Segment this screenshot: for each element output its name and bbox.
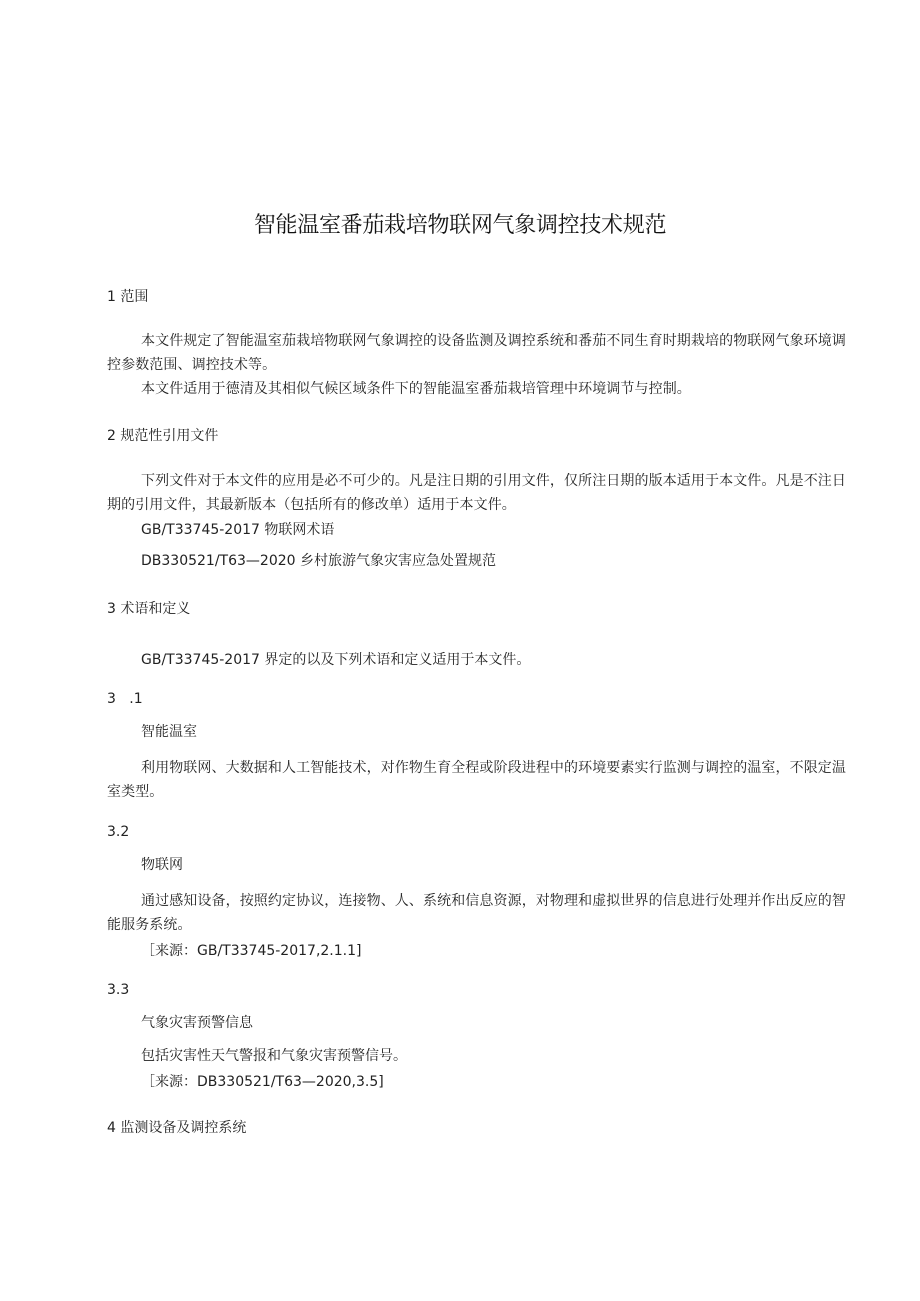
section-3-intro: GB/T33745-2017 界定的以及下列术语和定义适用于本文件。 <box>141 652 531 668</box>
term-3-3-source: ［来源：DB330521/T63—2020,3.5] <box>141 1074 384 1090</box>
normative-reference-2: DB330521/T63—2020 乡村旅游气象灾害应急处置规范 <box>141 553 496 569</box>
term-3-3-definition: 包括灾害性天气警报和气象灾害预警信号。 <box>141 1048 407 1064</box>
section-3-heading: 3 术语和定义 <box>107 601 191 617</box>
section-1-paragraph-2: 本文件适用于德清及其相似气候区域条件下的智能温室番茄栽培管理中环境调节与控制。 <box>141 381 691 397</box>
section-1-paragraph-1: 本文件规定了智能温室茄栽培物联网气象调控的设备监测及调控系统和番茄不同生育时期栽培的物联网气象环境调控参数范围、调控技术等。 <box>107 333 846 373</box>
document-title: 智能温室番茄栽培物联网气象调控技术规范 <box>253 213 667 238</box>
section-2-heading: 2 规范性引用文件 <box>107 428 219 444</box>
term-3-2-name: 物联网 <box>141 857 183 873</box>
term-3-3-number: 3.3 <box>107 982 130 998</box>
term-3-1-definition: 利用物联网、大数据和人工智能技术，对作物生育全程或阶段进程中的环境要素实行监测与调控的温室，不限定温室类型。 <box>107 760 846 800</box>
term-3-2-number: 3.2 <box>107 824 130 840</box>
section-4-heading: 4 监测设备及调控系统 <box>107 1120 247 1136</box>
term-3-2-source: ［来源：GB/T33745-2017,2.1.1] <box>141 943 362 959</box>
section-1-heading: 1 范围 <box>107 289 149 305</box>
term-3-1-number: 3 .1 <box>107 691 143 707</box>
term-3-2-definition: 通过感知设备，按照约定协议，连接物、人、系统和信息资源，对物理和虚拟世界的信息进行处理并作出反应的智能服务系统。 <box>107 893 846 933</box>
normative-reference-1: GB/T33745-2017 物联网术语 <box>141 522 335 538</box>
term-3-3-name: 气象灾害预警信息 <box>141 1015 253 1031</box>
section-2-paragraph-1: 下列文件对于本文件的应用是必不可少的。凡是注日期的引用文件，仅所注日期的版本适用于本文件。凡是不注日期的引用文件，其最新版本（包括所有的修改单）适用于本文件。 <box>107 473 846 513</box>
term-3-1-name: 智能温室 <box>141 724 197 740</box>
